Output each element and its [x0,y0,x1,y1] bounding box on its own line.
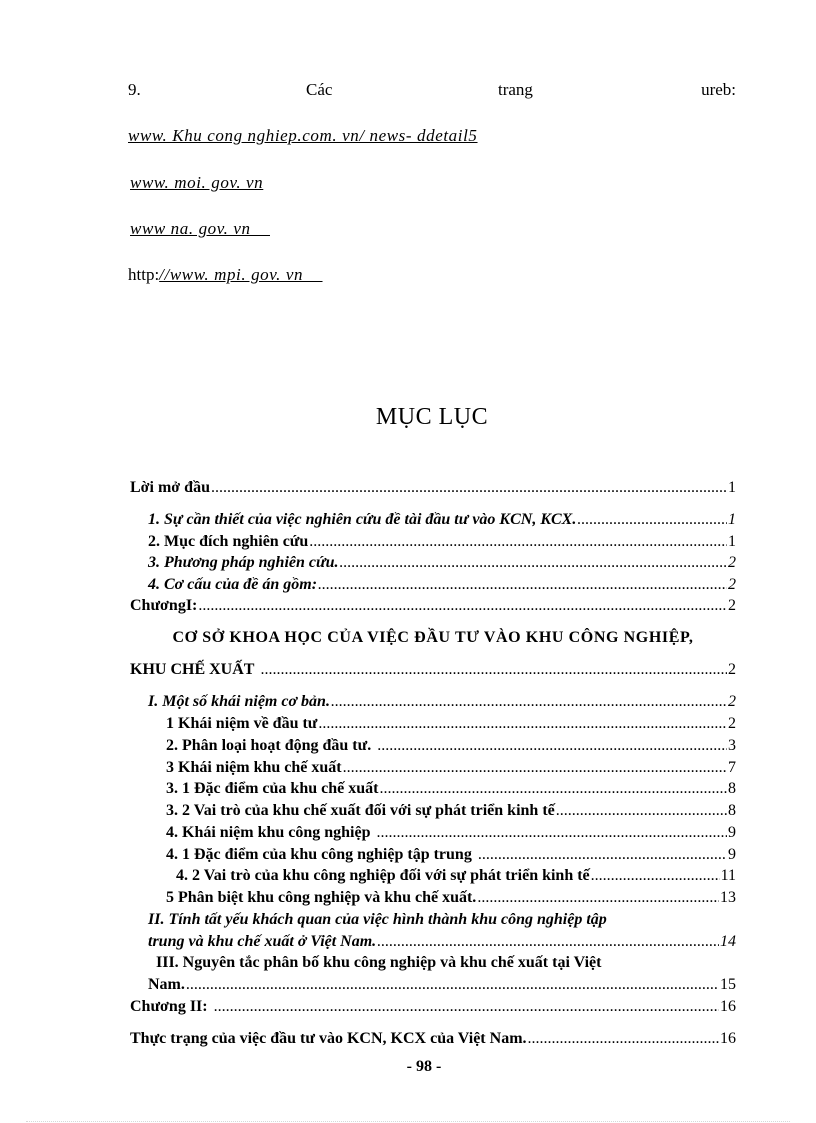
toc-entry-4[interactable]: 4. Cơ cấu của đề án gồm: ..... 2 [148,575,736,597]
toc-entry-chapter-2[interactable]: Chương II: ..... 16 [130,997,736,1019]
leader-dots [318,714,727,734]
reference-word-2: trang [498,80,533,99]
leader-dots [591,866,720,886]
leader-dots [318,575,727,595]
reference-word-1: Các [306,80,333,99]
toc-entry-1-1[interactable]: 1 Khái niệm về đầu tư ..... 2 [166,714,736,736]
toc-entry-1-3-1[interactable]: 3. 1 Đặc điểm của khu chế xuất ..... 8 [166,779,736,801]
leader-dots [478,845,727,865]
leader-dots [339,553,727,573]
reference-link-text[interactable]: //www. mpi. gov. vn [159,265,323,284]
leader-dots [377,932,719,952]
toc-entry-1-4-1[interactable]: 4. 1 Đặc điểm của khu công nghiệp tập trung ..... 9 [166,845,736,867]
leader-dots [343,758,727,778]
page-number: - 98 - [406,1058,442,1075]
reference-link-3[interactable] [130,219,270,239]
toc-entry-chapter-1[interactable]: ChươngI: ..... 2 [130,596,736,618]
leader-dots [556,801,727,821]
toc-entry-section-I[interactable]: I. Một số khái niệm cơ bản. ..... 2 [148,692,736,714]
leader-dots [577,510,727,530]
reference-link-text[interactable]: www. moi. gov. vn [130,173,264,192]
leader-dots [309,532,727,552]
toc-entry-section-II[interactable]: II. Tính tất yếu khách quan của việc hình thành khu công nghiệp tập [148,911,607,928]
toc-entry-1-5[interactable]: 5 Phân biệt khu công nghiệp và khu chế xuất. ..... 13 [166,888,736,910]
leader-dots [211,478,727,498]
toc-entry-chapter-1-title-cont[interactable]: KHU CHẾ XUẤT ..... 2 [130,660,736,682]
toc-title: MỤC LỤC [375,404,489,430]
leader-dots [379,779,727,799]
page-edge-divider [26,1121,790,1122]
leader-dots [260,660,727,680]
toc-entry-chapter-1-title[interactable]: CƠ SỞ KHOA HỌC CỦA VIỆC ĐẦU TƯ VÀO KHU CÔNG NGHIỆP, [172,629,694,646]
leader-dots [186,975,719,995]
toc-entry-1-4[interactable]: 4. Khái niệm khu công nghiệp ..... 9 [166,823,736,845]
leader-dots [528,1029,719,1049]
toc-entry-3[interactable]: 3. Phương pháp nghiên cứu. ..... 2 [148,553,736,575]
toc-entry-intro[interactable]: Lời mở đầu ..... 1 [130,478,736,500]
leader-dots [331,692,727,712]
toc-entry-1[interactable]: 1. Sự cần thiết của việc nghiên cứu đề tài đầu tư vào KCN, KCX. ..... 1 [148,510,736,532]
toc-entry-1-3[interactable]: 3 Khái niệm khu chế xuất ..... 7 [166,758,736,780]
toc-entry-section-II-cont[interactable]: trung và khu chế xuất ở Việt Nam. ..... 14 [148,932,736,954]
reference-word-3: ureb: [701,80,736,99]
toc-entry-section-III[interactable]: III. Nguyên tắc phân bố khu công nghiệp và khu chế xuất tại Việt [156,954,602,971]
leader-dots [377,736,727,756]
toc-entry-1-3-2[interactable]: 3. 2 Vai trò của khu chế xuất đối với sự phát triển kinh tế ..... 8 [166,801,736,823]
toc-entry-2[interactable]: 2. Mục đích nghiên cứu ..... 1 [148,532,736,554]
reference-number: 9. [128,80,141,99]
reference-link-4[interactable] [128,265,323,285]
reference-link-1[interactable] [128,126,478,146]
http-prefix: http: [128,265,160,284]
toc-entry-chapter-2-title[interactable]: Thực trạng của việc đầu tư vào KCN, KCX của Việt Nam. ..... 16 [130,1029,736,1051]
reference-link-text[interactable]: www. Khu cong nghiep.com. vn/ news- ddetail5 [128,126,478,145]
toc-entry-1-4-2[interactable]: 4. 2 Vai trò của khu công nghiệp đối với sự phát triển kinh tế ..... 11 [176,866,736,888]
leader-dots [377,823,728,843]
leader-dots [477,888,719,908]
reference-link-text[interactable]: www na. gov. vn [130,219,270,238]
toc-entry-1-2[interactable]: 2. Phân loại hoạt động đầu tư. ..... 3 [166,736,736,758]
leader-dots [214,997,719,1017]
reference-link-2[interactable] [130,173,263,193]
leader-dots [198,596,727,616]
toc-entry-section-III-cont[interactable]: Nam. ..... 15 [148,975,736,997]
